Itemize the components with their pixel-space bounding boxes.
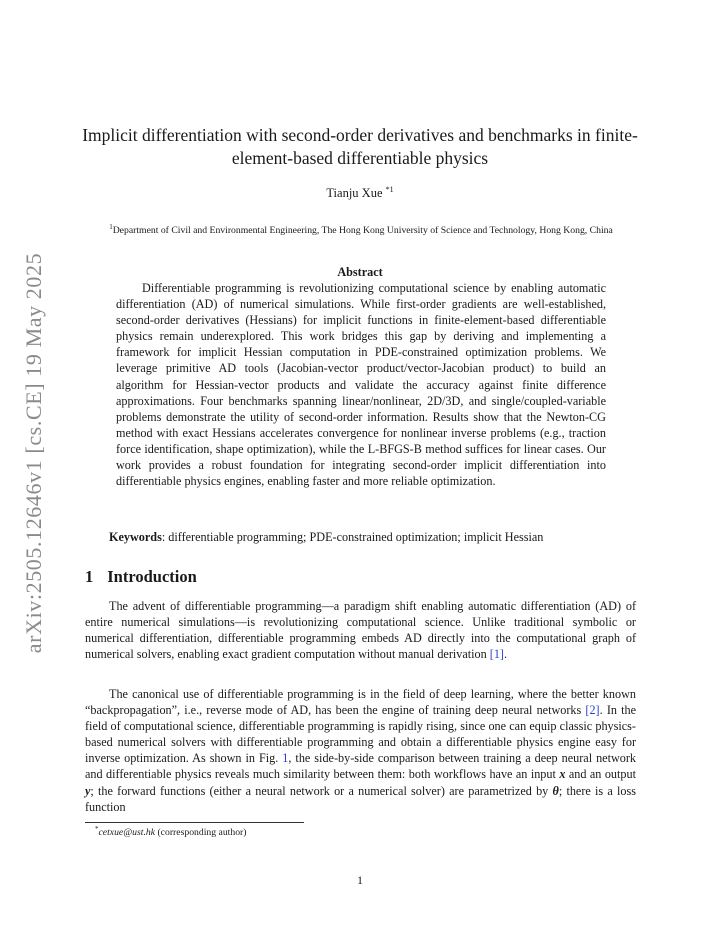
affiliation-mark: 1	[109, 223, 113, 231]
footnote-note: (corresponding author)	[155, 827, 247, 839]
intro-paragraph-2	[85, 686, 636, 815]
citation-link[interactable]: [1]	[489, 647, 504, 662]
paper-title: Implicit differentiation with second-order derivatives and benchmarks in finite-element-based differentiable physics	[82, 125, 638, 168]
footnote-divider	[85, 822, 304, 823]
math-variable: x	[559, 767, 566, 782]
abstract-heading: Abstract	[337, 265, 383, 279]
math-variable: θ	[552, 783, 559, 798]
affiliation	[86, 221, 636, 237]
paragraph-text: ; there is a loss function	[85, 783, 636, 814]
arxiv-identifier-text: arXiv:2505.12646v1 [cs.CE] 19 May 2025	[21, 252, 47, 654]
paragraph-text: , the side-by-side comparison between training a deep neural network and differentiable physics reveals much similarity between them: both workflows have an input	[85, 751, 637, 782]
intro-paragraph-1	[85, 598, 636, 662]
arxiv-identifier	[12, 252, 56, 654]
footnote-mark: *	[95, 825, 99, 833]
footnote-email[interactable]: cetxue@ust.hk	[98, 827, 156, 839]
paragraph-text: and an output	[565, 767, 636, 782]
affiliation-text: Department of Civil and Environmental Engineering, The Hong Kong University of Science and Technology, Hong Kong, China	[112, 225, 613, 237]
author-line	[0, 185, 720, 201]
keywords-label: Keywords	[109, 530, 162, 544]
paragraph-text: The canonical use of differentiable programming is in the field of deep learning, where the better known “backpropagation”, i.e., reverse mode of AD, has been the engine of training deep neural networks	[85, 687, 636, 718]
keywords	[109, 530, 629, 545]
paragraph-text: The advent of differentiable programming—a paradigm shift enabling automatic differentiation (AD) of entire numerical simulations—is revolutionizing computational science. Unlike traditional symbolic or numerical differentiation, differentiable programming embeds AD directly into the computational graph of numerical solvers, enabling exact gradient computation without manual derivation	[85, 599, 636, 662]
figure-reference-link[interactable]: 1	[282, 751, 289, 766]
citation-link[interactable]: [2]	[585, 703, 600, 718]
math-variable: y	[85, 783, 91, 798]
paragraph-text: ; the forward functions (either a neural network or a numerical solver) are parametrized by	[90, 783, 553, 798]
paragraph-text: .	[504, 647, 508, 662]
paragraph-text: . In the field of computational science, differentiable programming is rapidly rising, since one can equip classic physics-based numerical solvers with differentiable programming and obtain a differentiable physics engine easy for inverse optimization. As shown in Fig.	[85, 703, 637, 766]
abstract-body: Differentiable programming is revolutionizing computational science by enabling automatic differentiation (AD) of numerical simulations. While first-order gradients are well-established, second-order derivatives (Hessians) for implicit functions in finite-element-based differentiable physics remain underexplored. This work bridges this gap by deriving and implementing a framework for implicit Hessian computation in PDE-constrained optimization problems. We leverage primitive AD tools (Jacobian-vector product/vector-Jacobian product) to build an algorithm for Hessian-vector products and validate the accuracy against finite difference approximations. Four benchmarks spanning linear/nonlinear, 2D/3D, and single/coupled-variable problems demonstrate the utility of second-order information. Results show that the Newton-CG method with exact Hessians accelerates convergence for nonlinear inverse problems (e.g., traction force identification, shape optimization), while the L-BFGS-B method suffices for linear cases. Our work provides a robust foundation for integrating second-order implicit differentiation into differentiable physics engines, enabling faster and more reliable optimization.	[116, 281, 606, 489]
author-name: Tianju Xue	[326, 186, 383, 201]
keywords-text: : differentiable programming; PDE-constrained optimization; implicit Hessian	[161, 530, 544, 544]
section-heading	[85, 567, 197, 587]
author-marks: *1	[385, 185, 394, 194]
section-title: Introduction	[107, 567, 197, 586]
section-number: 1	[85, 567, 94, 586]
footnote	[95, 825, 247, 838]
page-number: 1	[357, 873, 363, 887]
